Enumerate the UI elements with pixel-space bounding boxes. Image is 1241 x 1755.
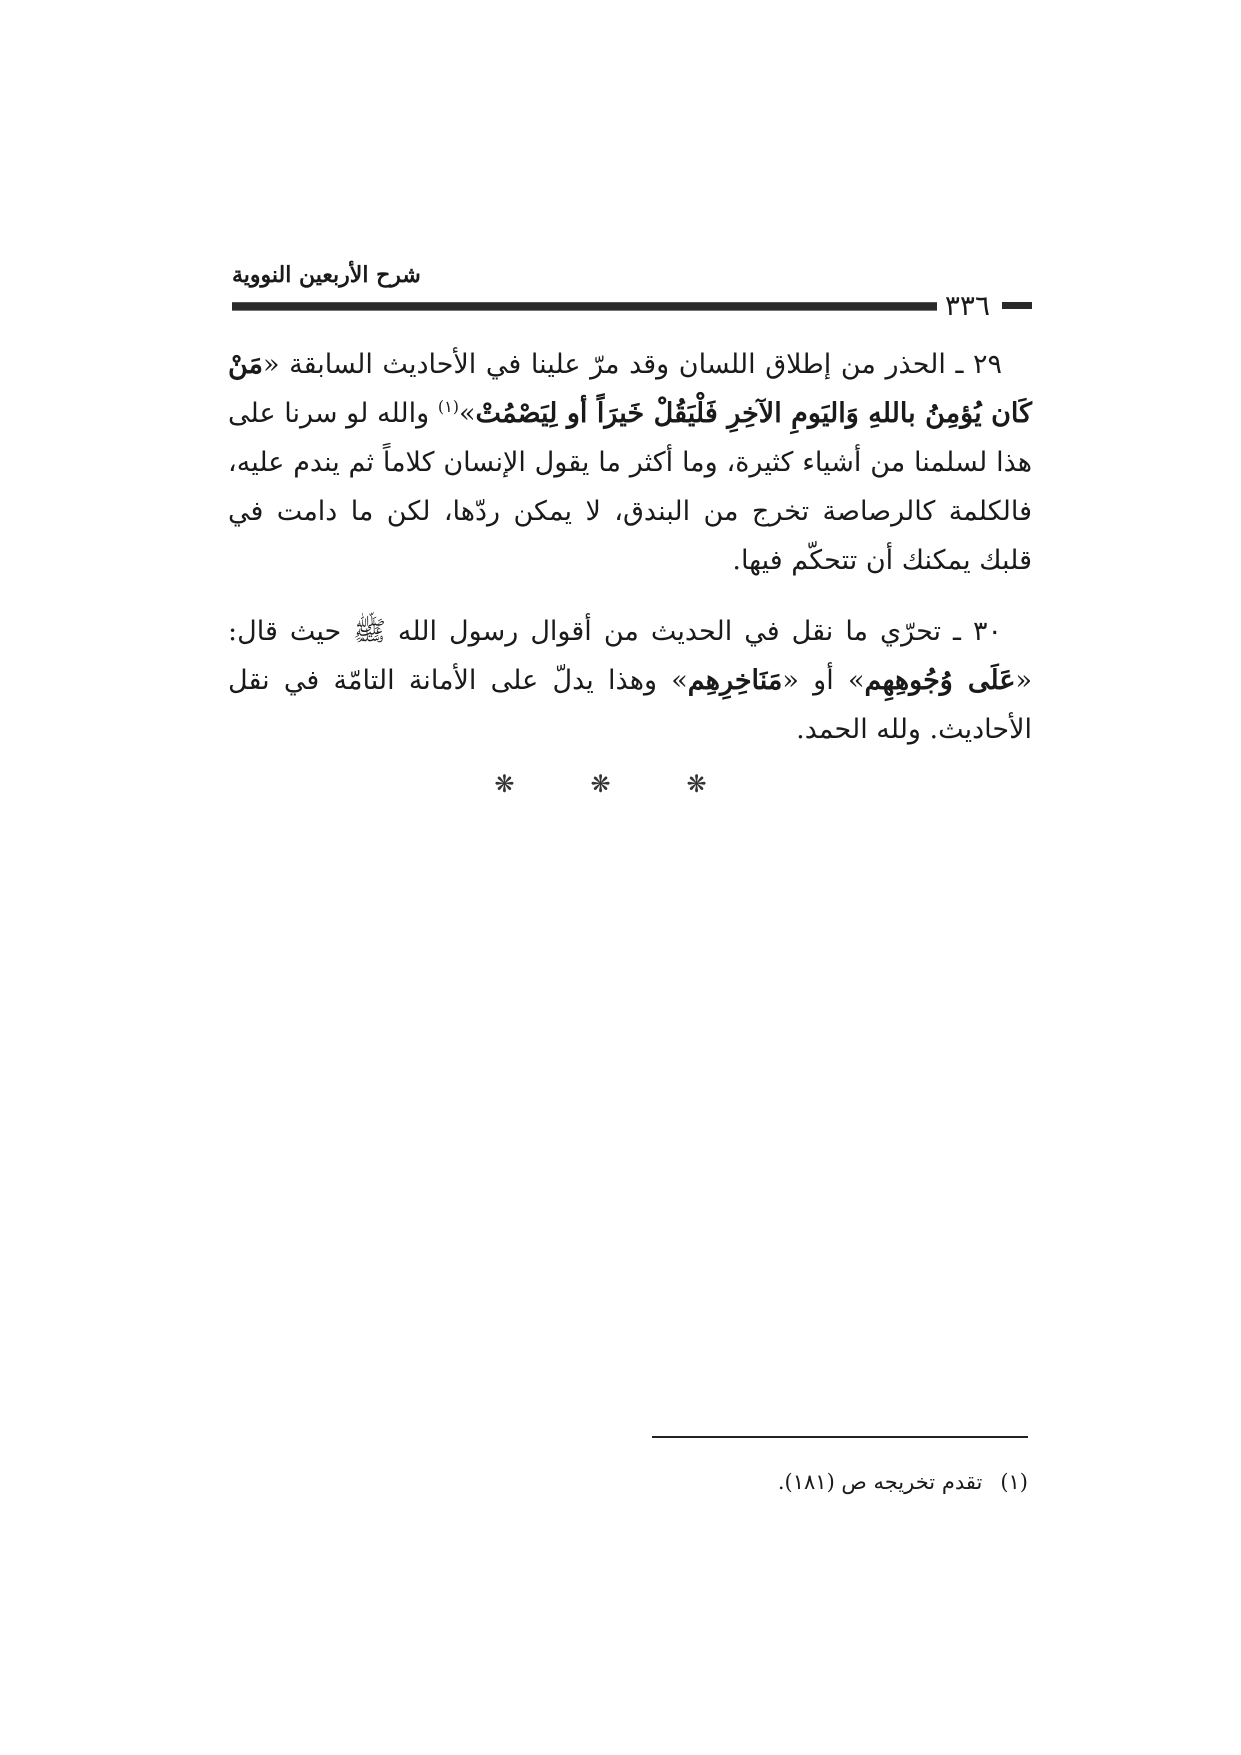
separator-asterism-icon: ❋	[494, 770, 555, 798]
running-header	[232, 262, 1032, 322]
footnote-rule	[652, 1436, 1028, 1438]
paragraph-30-rest: » وهذا يدلّ على الأمانة التامّة في نقل الأحاديث. ولله الحمد.	[228, 665, 1032, 745]
page-number: ٣٣٦	[937, 292, 998, 320]
paragraph-30-lead: ٣٠ ـ تحرّي ما نقل في الحديث من أقوال رسول الله ﷺ حيث قال: «	[228, 616, 1032, 696]
paragraph-29	[228, 340, 1032, 585]
footnote-number: (١)	[1000, 1470, 1028, 1494]
paragraph-30	[228, 607, 1032, 754]
body-text	[228, 340, 1032, 776]
paragraph-30-mid: » أو «	[782, 665, 865, 696]
separator-asterism-icon: ❋	[590, 770, 651, 798]
footnote-text: تقدم تخريجه ص (١٨١).	[777, 1470, 983, 1494]
header-rule	[232, 302, 942, 311]
header-title: شرح الأربعين النووية	[232, 262, 421, 288]
paragraph-29-lead: ٢٩ ـ الحذر من إطلاق اللسان وقد مرّ علينا في الأحاديث السابقة «	[263, 349, 1002, 380]
quote-close: »	[458, 398, 476, 429]
section-separator	[0, 770, 1241, 798]
hadith-quote: مَنْ كَان يُؤمِنُ باللهِ وَاليَومِ الآخِرِ فَلْيَقُلْ خَيرَاً أو لِيَصْمُتْ	[228, 349, 1032, 429]
header-rule-end	[1002, 302, 1032, 309]
separator-asterism-icon: ❋	[686, 770, 747, 798]
paragraph-29-rest: والله لو سرنا على هذا لسلمنا من أشياء كثيرة، وما أكثر ما يقول الإنسان كلاماً ثم يندم عليه، فالكلمة كالرصاصة تخرج من البندق، لا يمكن ردّها، لكن ما دامت في قلبك يمكنك أن تتحكّم فيها.	[228, 398, 1032, 576]
quoted-phrase-1: عَلَى وُجُوهِهِم	[864, 665, 1016, 696]
quoted-phrase-2: مَنَاخِرِهِم	[687, 665, 783, 696]
footnote-reference: (١)	[437, 397, 459, 416]
footnote	[628, 1470, 1028, 1494]
